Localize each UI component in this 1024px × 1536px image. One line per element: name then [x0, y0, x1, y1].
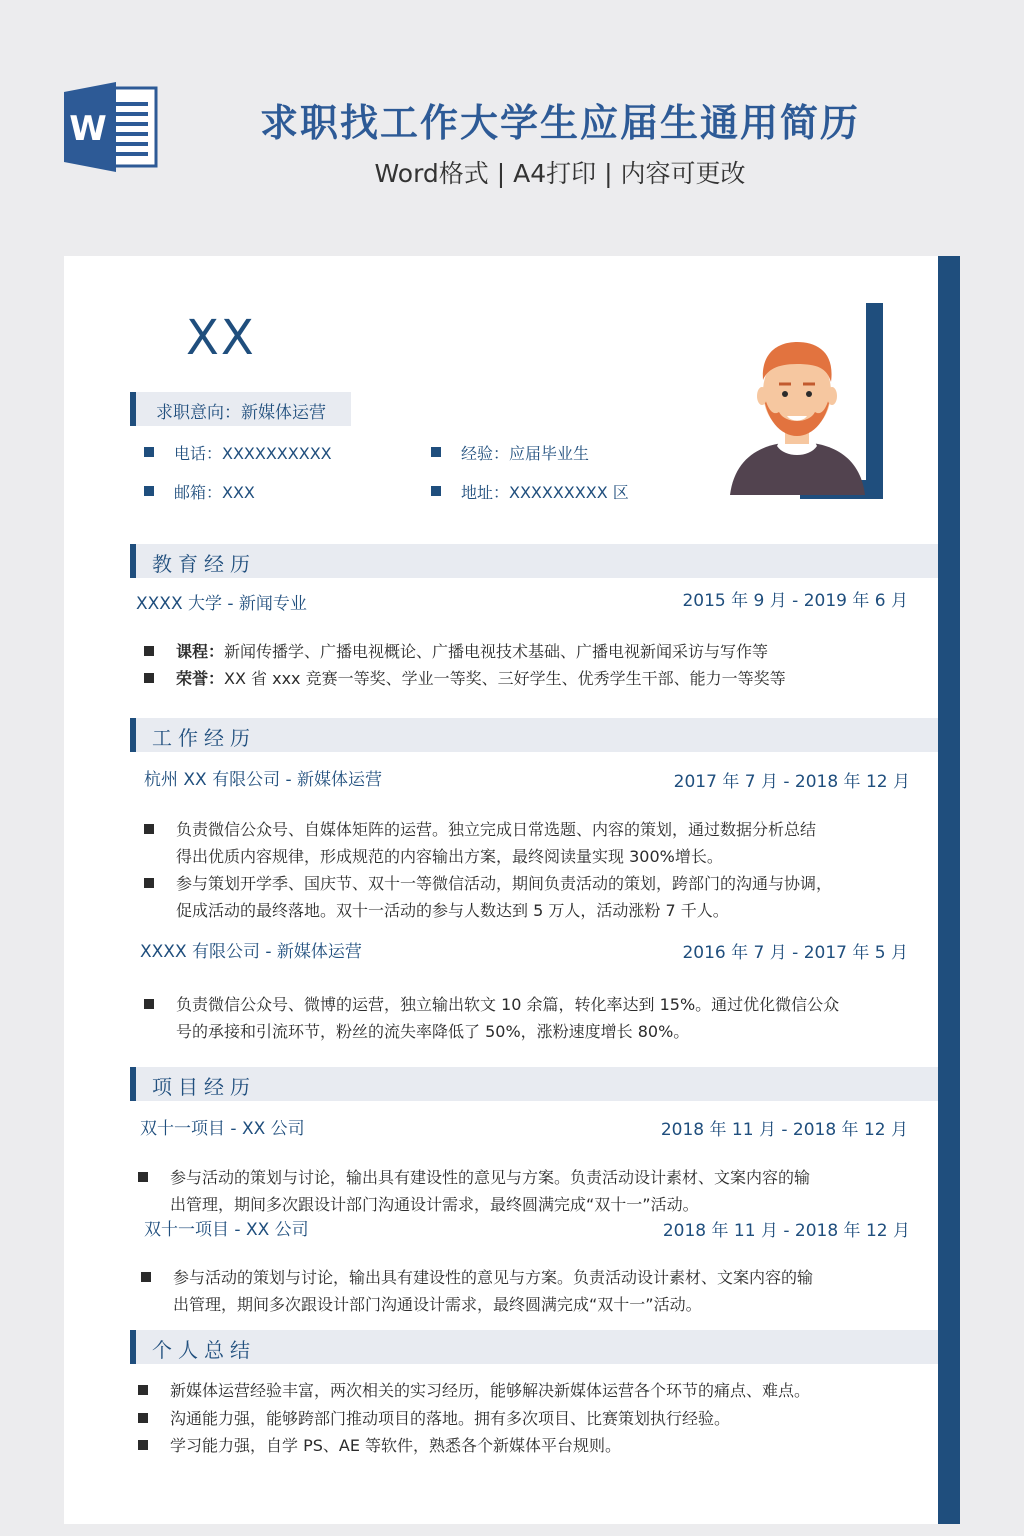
experience-info: 经验：应届毕业生 — [431, 441, 589, 464]
work-company: 杭州 XX 有限公司 - 新媒体运营 — [144, 770, 383, 790]
page-title: 求职找工作大学生应届生通用简历 — [259, 101, 860, 145]
work-company: XXXX 有限公司 - 新媒体运营 — [140, 942, 362, 962]
email-info: 邮箱：XXX — [144, 480, 255, 503]
project-date: 2018 年 11 月 - 2018 年 12 月 — [660, 1120, 908, 1140]
section-education: 教育经历 — [130, 544, 938, 578]
side-accent-bar — [938, 256, 960, 1524]
project-name: 双十一项目 - XX 公司 — [144, 1220, 309, 1240]
section-summary: 个人总结 — [130, 1330, 938, 1364]
work-date: 2017 年 7 月 - 2018 年 12 月 — [673, 772, 910, 792]
page-subtitle: Word格式 | A4打印 | 内容可更改 — [374, 159, 746, 188]
address-info: 地址：XXXXXXXXX 区 — [431, 480, 629, 503]
phone-info: 电话：XXXXXXXXXX — [144, 441, 332, 464]
word-document-icon — [64, 82, 158, 172]
project-date: 2018 年 11 月 - 2018 年 12 月 — [662, 1221, 910, 1241]
job-intent-label: 求职意向：新媒体运营 — [130, 392, 351, 426]
section-projects: 项目经历 — [130, 1067, 938, 1101]
project-name: 双十一项目 - XX 公司 — [140, 1119, 305, 1139]
work-date: 2016 年 7 月 - 2017 年 5 月 — [682, 943, 908, 963]
svg-text:W: W — [69, 109, 107, 149]
education-date: 2015 年 9 月 - 2019 年 6 月 — [682, 591, 908, 611]
section-work: 工作经历 — [130, 718, 938, 752]
avatar-man-icon — [725, 320, 870, 495]
education-school: XXXX 大学 - 新闻专业 — [136, 594, 307, 614]
candidate-name: XX — [186, 310, 256, 366]
